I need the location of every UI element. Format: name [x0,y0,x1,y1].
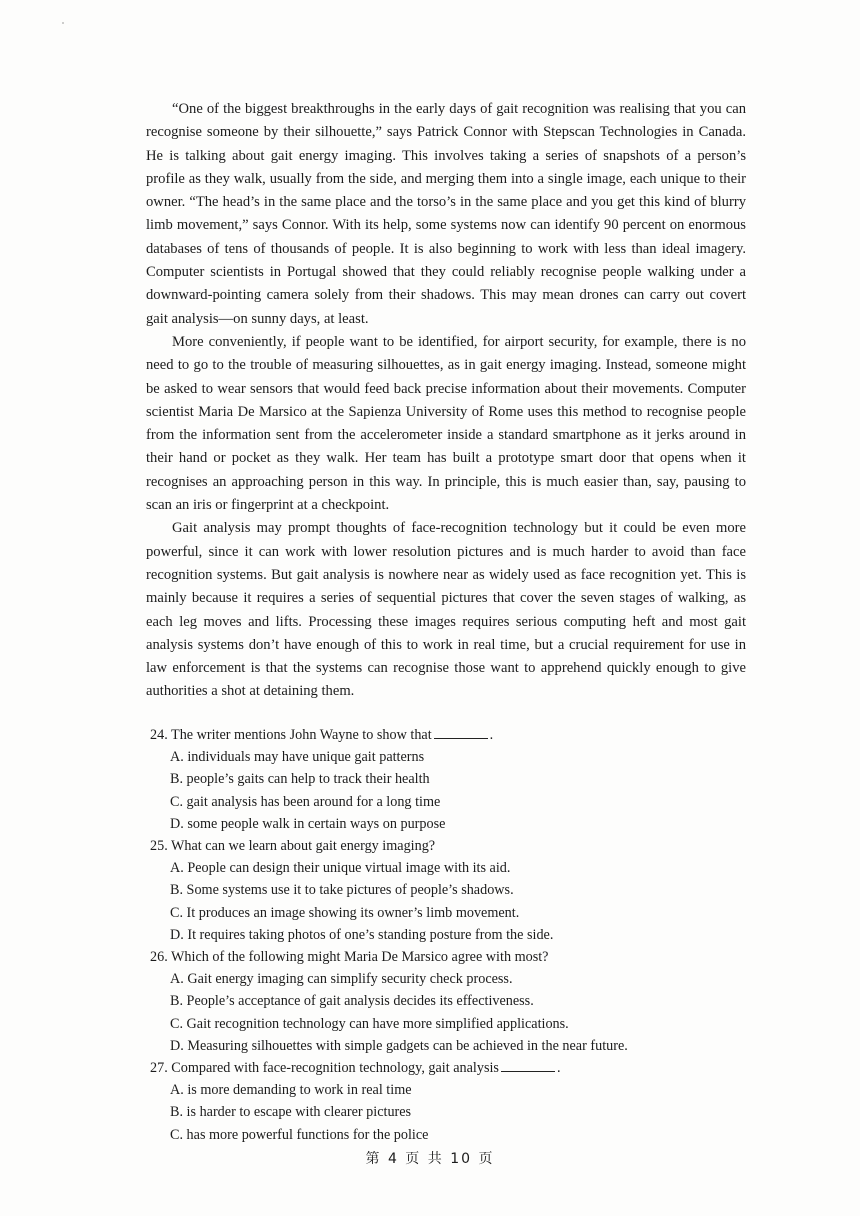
answer-option-b: B. people’s gaits can help to track their health [170,771,430,788]
answer-option-b: B. is harder to escape with clearer pictures [170,1104,412,1121]
answer-option-d: D. Measuring silhouettes with simple gadgets can be achieved in the near future. [170,1037,628,1054]
question-stem-text: 27. Compared with face-recognition technology, gait analysis [150,1060,499,1077]
question-stem-end: . [489,727,494,743]
question-25 [150,835,750,946]
answer-blank [434,726,488,739]
answer-option-c: C. Gait recognition technology can have more simplified applications. [170,1015,569,1032]
question-stem [150,946,750,968]
answer-blank [501,1059,555,1072]
reading-passage [146,98,746,704]
answer-option-a: A. Gait energy imaging can simplify security check process. [170,971,513,988]
passage-paragraph-3: Gait analysis may prompt thoughts of face-recognition technology but it could be even more powerful, since it can work with lower resolution pictures and is much harder to avoid than face recognition systems. But gait analysis is nowhere near as widely used as face recognition yet. This is mainly because it requires a series of sequential pictures that cover the seven stages of walking, as each leg moves and lifts. Processing these images requires serious computing heft and most gait analysis systems don’t have enough of this to work in real time, but a crucial requirement for use in law enforcement is that the systems can recognise those want to apprehend quickly enough to give authorities a shot at detaining them. [146,520,746,700]
page-number: 第 4 页 共 10 页 [365,1151,495,1167]
question-26 [150,946,750,1057]
answer-option-a: A. People can design their unique virtual image with its aid. [170,860,511,877]
question-stem-end: . [556,1060,561,1077]
passage-paragraph-2: More conveniently, if people want to be identified, for airport security, for example, there is no need to go to the trouble of measuring silhouettes, as in gait energy imaging. Instead, someone might be asked to wear sensors that would feed back precise information about their movements. Computer scientist Maria De Marsico at the Sapienza University of Rome uses this method to recognise people from the information sent from the accelerometer inside a standard smartphone as it jerks around in their hand or pocket as they walk. Her team has built a prototype smart door that opens when it recognises an approaching person in this way. In principle, this is much easier than, say, pausing to scan an iris or fingerprint at a checkpoint. [146,333,746,514]
question-stem [150,724,750,746]
question-stem [150,835,750,857]
answer-option-c: C. gait analysis has been around for a long time [170,793,441,810]
answer-option-c: C. It produces an image showing its owner’s limb movement. [170,904,520,921]
answer-option-a: A. is more demanding to work in real time [170,1082,412,1099]
question-list [150,724,750,1146]
answer-option-d: D. some people walk in certain ways on purpose [170,815,446,832]
answer-option-c: C. has more powerful functions for the police [170,1126,429,1143]
answer-option-a: A. individuals may have unique gait patterns [170,749,425,766]
question-24 [150,724,750,835]
question-stem-text: 26. Which of the following might Maria De Marsico agree with most? [150,949,549,966]
answer-option-b: B. Some systems use it to take pictures of people’s shadows. [170,882,514,899]
question-27 [150,1057,750,1146]
answer-option-d: D. It requires taking photos of one’s standing posture from the side. [170,926,554,943]
question-stem-text: 25. What can we learn about gait energy imaging? [150,838,436,855]
question-stem-text: 24. The writer mentions John Wayne to show that [150,727,432,743]
scan-speck [62,22,64,24]
passage-paragraph-1: “One of the biggest breakthroughs in the early days of gait recognition was realising that you can recognise someone by their silhouette,” says Patrick Connor with Stepscan Technologies in Canada. He is talking about gait energy imaging. This involves taking a series of snapshots of a person’s profile as they walk, usually from the side, and merging them into a single image, each unique to their owner. “The head’s in the same place and the torso’s in the same place and you get this kind of blurry limb movement,” says Connor. With its help, some systems now can identify 90 percent on enormous databases of tens of thousands of people. It is also beginning to work with less than ideal imagery. Computer scientists in Portugal showed that they could reliably recognise people walking under a downward-pointing camera solely from their shadows. This may mean drones can carry out covert gait analysis—on sunny days, at least. [146,101,746,327]
answer-option-b: B. People’s acceptance of gait analysis decides its effectiveness. [170,993,534,1010]
question-stem [150,1057,750,1079]
